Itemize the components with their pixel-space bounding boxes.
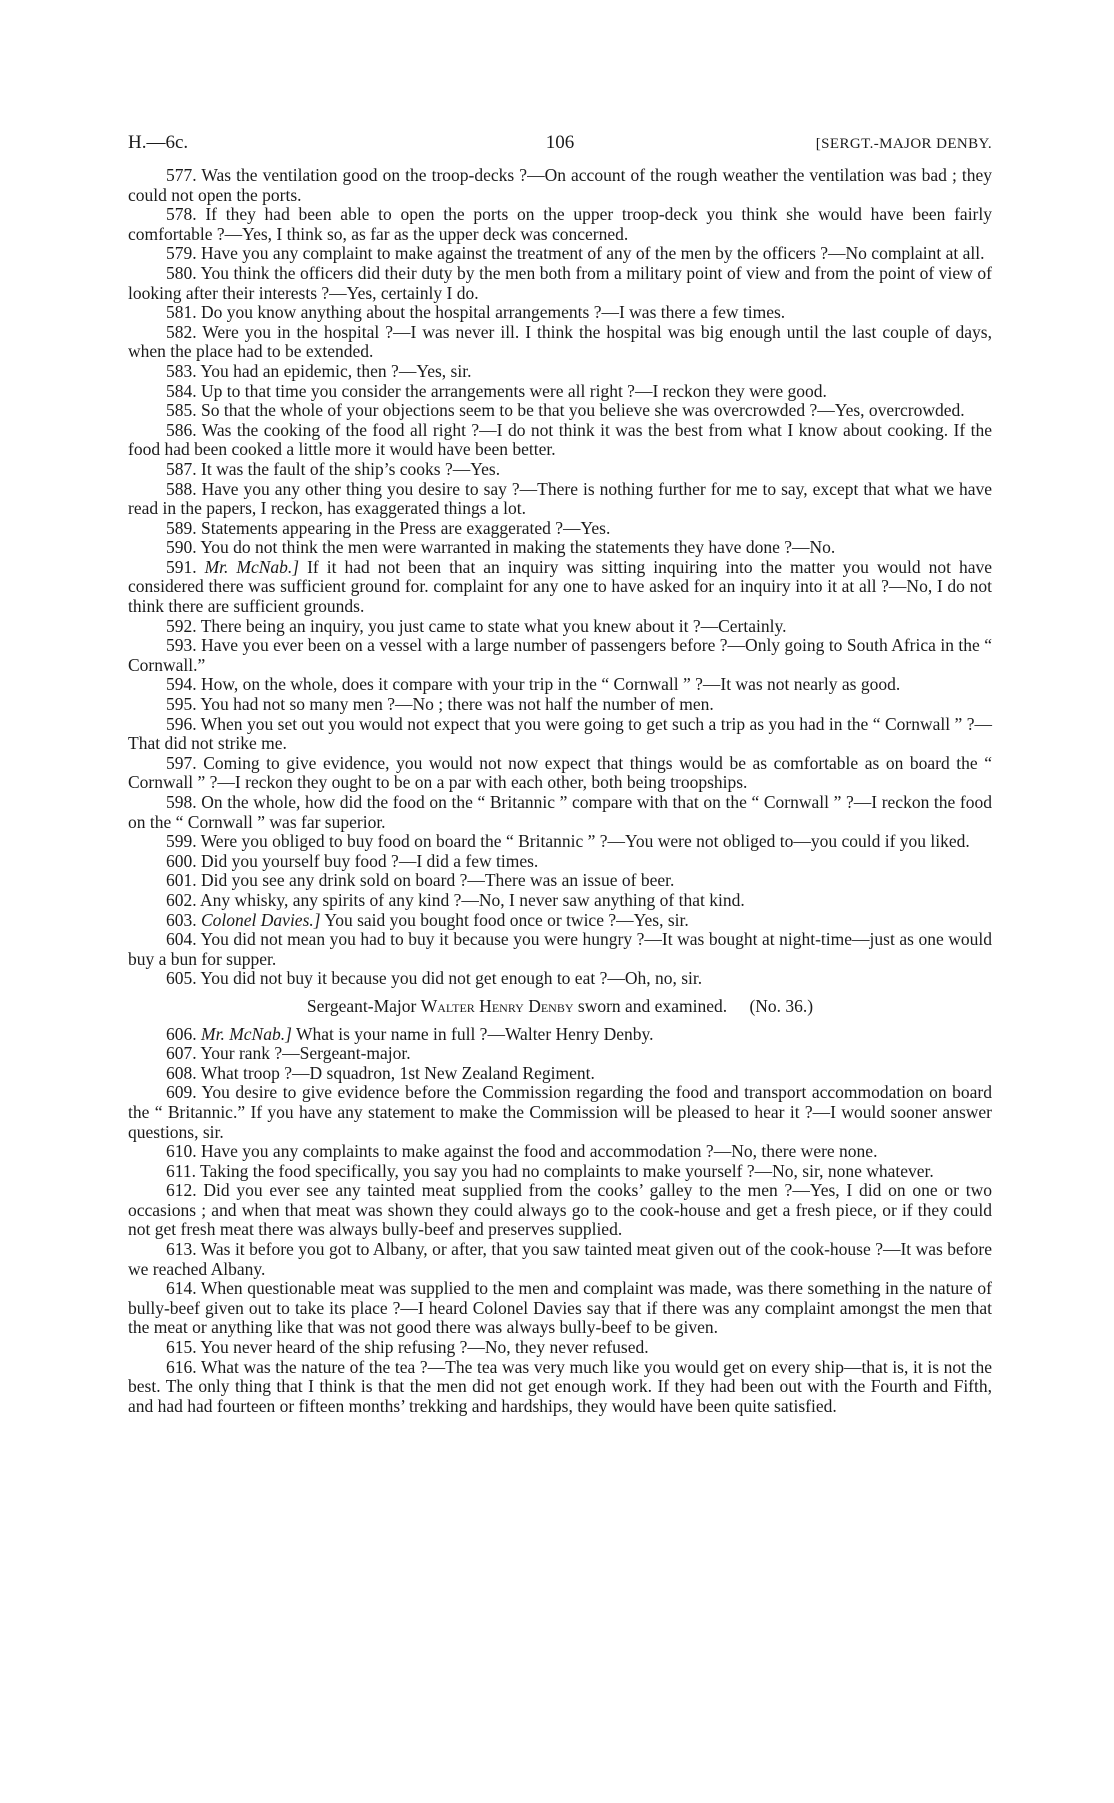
question-answer bbox=[128, 754, 992, 793]
question-number: 582. bbox=[166, 321, 197, 342]
question-text: Any whisky, any spirits of any kind ?—No, I never saw anything of that kind. bbox=[200, 889, 745, 910]
question-number: 577. bbox=[166, 165, 197, 185]
witness-status: sworn and examined. bbox=[577, 995, 728, 1016]
question-number: 614. bbox=[166, 1278, 197, 1299]
question-answer bbox=[128, 303, 992, 323]
question-answer bbox=[128, 969, 992, 989]
question-answer bbox=[128, 558, 992, 617]
question-answer bbox=[128, 617, 992, 637]
question-text: So that the whole of your objections seem to be that you believe she was overcrowded ?—Yes, overcrowded. bbox=[201, 400, 965, 421]
question-text: There being an inquiry, you just came to state what you knew about it ?—Certainly. bbox=[200, 615, 787, 636]
question-text: It was the fault of the ship’s cooks ?—Yes. bbox=[201, 458, 501, 479]
question-number: 590. bbox=[166, 537, 197, 558]
question-number: 593. bbox=[166, 635, 197, 656]
question-text: When you set out you would not expect that you were going to get such a trip as you had in the “ Cornwall ” ?—That did not strike me. bbox=[128, 713, 992, 754]
question-number: 616. bbox=[166, 1356, 197, 1377]
running-header bbox=[128, 132, 992, 154]
question-number: 589. bbox=[166, 517, 197, 538]
question-text: Were you in the hospital ?—I was never ill. I think the hospital was big enough until the last couple of days, when the place had to be extended. bbox=[128, 321, 992, 362]
question-text: Was the cooking of the food all right ?—I do not think it was the best from what I know about cooking. If the food had been cooked a little more it would have been better. bbox=[128, 419, 993, 460]
question-text: You said you bought food once or twice ?—Yes, sir. bbox=[324, 909, 689, 930]
question-text: What was the nature of the tea ?—The tea was very much like you would get on every ship—that is, it is not the best. The only thing that I think is that the men did not get enough work. If they had been out with the Fourth and Fifth, and had had fourteen or fifteen months’ trekking and hardships, they would have been quite satisfied. bbox=[128, 1356, 992, 1416]
question-number: 613. bbox=[166, 1239, 197, 1260]
evidence-section-2 bbox=[128, 1025, 992, 1417]
question-number: 579. bbox=[166, 243, 197, 264]
question-text: You desire to give evidence before the Commission regarding the food and transport accommodation on board the “ Britannic.” If you have any statement to make the Commission will be pleased to hear it ?—I would sooner answer questions, sir. bbox=[128, 1082, 992, 1142]
question-number: 580. bbox=[166, 262, 197, 283]
question-number: 595. bbox=[166, 694, 197, 715]
question-number: 605. bbox=[166, 968, 197, 989]
witness-name: Walter Henry Denby bbox=[420, 995, 574, 1016]
question-text: Up to that time you consider the arrangements were all right ?—I reckon they were good. bbox=[201, 380, 827, 401]
question-text: Taking the food specifically, you say you had no complaints to make yourself ?—No, sir, none whatever. bbox=[200, 1160, 934, 1181]
question-text: Statements appearing in the Press are exaggerated ?—Yes. bbox=[201, 517, 611, 538]
question-answer bbox=[128, 695, 992, 715]
question-number: 585. bbox=[166, 400, 197, 421]
question-number: 588. bbox=[166, 478, 197, 499]
question-text: Were you obliged to buy food on board the “ Britannic ” ?—You were not obliged to—you could if you liked. bbox=[200, 831, 970, 852]
question-answer bbox=[128, 1083, 992, 1142]
question-text: Your rank ?—Sergeant-major. bbox=[200, 1043, 411, 1064]
question-number: 609. bbox=[166, 1082, 197, 1103]
question-answer bbox=[128, 675, 992, 695]
question-answer bbox=[128, 1162, 992, 1182]
question-answer bbox=[128, 264, 992, 303]
question-answer bbox=[128, 1181, 992, 1240]
question-number: 606. bbox=[166, 1023, 197, 1044]
question-answer bbox=[128, 1279, 992, 1338]
question-answer bbox=[128, 911, 992, 931]
question-answer bbox=[128, 244, 992, 264]
question-text: Did you yourself buy food ?—I did a few times. bbox=[201, 850, 539, 871]
witness-running-title: [SERGT.-MAJOR DENBY. bbox=[815, 136, 992, 152]
question-answer bbox=[128, 166, 992, 205]
question-number: 602. bbox=[166, 889, 197, 910]
question-text: If they had been able to open the ports on the upper troop-deck you think she would have been fairly comfortable ?—Yes, I think so, as far as the upper deck was concerned. bbox=[128, 204, 992, 244]
question-number: 610. bbox=[166, 1141, 197, 1162]
question-answer bbox=[128, 362, 992, 382]
question-text: Have you ever been on a vessel with a large number of passengers before ?—Only going to South Africa in the “ Cornwall.” bbox=[128, 635, 993, 675]
question-number: 584. bbox=[166, 380, 197, 401]
question-number: 612. bbox=[166, 1180, 197, 1201]
question-answer bbox=[128, 1338, 992, 1358]
question-answer bbox=[128, 930, 992, 969]
speaker-attribution: Mr. McNab.] bbox=[201, 1023, 292, 1044]
question-text: What troop ?—D squadron, 1st New Zealand Regiment. bbox=[200, 1062, 595, 1083]
question-answer bbox=[128, 460, 992, 480]
question-number: 594. bbox=[166, 674, 197, 695]
question-text: What is your name in full ?—Walter Henry Denby. bbox=[295, 1023, 654, 1044]
question-number: 596. bbox=[166, 713, 197, 734]
question-text: Was it before you got to Albany, or after, that you saw tainted meat given out of the cook-house ?—It was before we reached Albany. bbox=[128, 1239, 993, 1279]
question-number: 591. bbox=[166, 556, 197, 577]
question-text: Did you ever see any tainted meat supplied from the cooks’ galley to the men ?—Yes, I did on one or two occasions ; and when that meat was shown they could always go to the cook-house and get a fresh piece, or if they could not get fresh meat there was always bully-beef and preserves supplied. bbox=[128, 1180, 992, 1240]
question-answer bbox=[128, 1358, 992, 1417]
question-text: Do you know anything about the hospital arrangements ?—I was there a few times. bbox=[201, 302, 786, 323]
question-answer bbox=[128, 1142, 992, 1162]
question-number: 578. bbox=[166, 204, 197, 225]
question-number: 603. bbox=[166, 909, 197, 930]
question-number: 597. bbox=[166, 752, 197, 773]
question-answer bbox=[128, 636, 992, 675]
question-number: 599. bbox=[166, 831, 197, 852]
question-number: 583. bbox=[166, 360, 197, 381]
question-answer bbox=[128, 871, 992, 891]
document-page bbox=[128, 132, 992, 1416]
question-number: 611. bbox=[166, 1160, 196, 1181]
question-text: When questionable meat was supplied to the men and complaint was made, was there something in the nature of bully-beef given out to take its place ?—I heard Colonel Davies say that if there was any complaint amongst the men that the meat or anything like that was not good there was always bully-beef to be given. bbox=[128, 1278, 993, 1338]
question-text: Have you any complaints to make against the food and accommodation ?—No, there were none. bbox=[201, 1141, 878, 1162]
question-text: Was the ventilation good on the troop-decks ?—On account of the rough weather the ventilation was bad ; they could not open the ports. bbox=[128, 165, 993, 205]
question-number: 598. bbox=[166, 792, 197, 812]
question-answer bbox=[128, 1064, 992, 1084]
question-answer bbox=[128, 891, 992, 911]
evidence-section-1 bbox=[128, 166, 992, 989]
question-text: Have you any other thing you desire to say ?—There is nothing further for me to say, except that what we have read in the papers, I reckon, has exaggerated things a lot. bbox=[128, 478, 993, 519]
question-answer bbox=[128, 519, 992, 539]
question-number: 600. bbox=[166, 850, 197, 871]
question-answer bbox=[128, 538, 992, 558]
question-number: 615. bbox=[166, 1337, 197, 1358]
question-answer bbox=[128, 1044, 992, 1064]
question-answer bbox=[128, 852, 992, 872]
question-text: On the whole, how did the food on the “ Britannic ” compare with that on the “ Cornwall ” ?—I reckon the food on the “ Cornwall ” was far superior. bbox=[128, 792, 993, 832]
document-code: H.—6c. bbox=[128, 132, 189, 153]
question-text: You did not mean you had to buy it because you were hungry ?—It was bought at night-time—just as one would buy a bun for supper. bbox=[128, 929, 992, 969]
speaker-attribution: Colonel Davies.] bbox=[201, 909, 321, 930]
question-number: 604. bbox=[166, 929, 197, 950]
page-number: 106 bbox=[545, 132, 575, 153]
question-answer bbox=[128, 1025, 992, 1045]
question-answer bbox=[128, 715, 992, 754]
question-answer bbox=[128, 205, 992, 244]
witness-rank: Sergeant-Major bbox=[306, 995, 417, 1016]
witness-heading bbox=[128, 997, 992, 1017]
question-text: You had an epidemic, then ?—Yes, sir. bbox=[200, 360, 472, 381]
question-number: 607. bbox=[166, 1043, 197, 1064]
speaker-attribution: Mr. McNab.] bbox=[204, 556, 300, 577]
question-number: 592. bbox=[166, 615, 197, 636]
question-text: How, on the whole, does it compare with your trip in the “ Cornwall ” ?—It was not nearly as good. bbox=[201, 674, 901, 695]
question-answer bbox=[128, 1240, 992, 1279]
question-number: 608. bbox=[166, 1062, 197, 1083]
question-text: You think the officers did their duty by the men both from a military point of view and from the point of view of looking after their interests ?—Yes, certainly I do. bbox=[128, 262, 992, 303]
question-number: 587. bbox=[166, 458, 197, 479]
question-text: You had not so many men ?—No ; there was not half the number of men. bbox=[200, 694, 714, 715]
question-answer bbox=[128, 793, 992, 832]
question-text: If it had not been that an inquiry was sitting inquiring into the matter you would not have considered there was sufficient ground for. complaint for any one to have asked for an inquiry into it at all ?—No, I do not think there are sufficient grounds. bbox=[128, 556, 992, 617]
question-answer bbox=[128, 382, 992, 402]
question-answer bbox=[128, 421, 992, 460]
question-number: 586. bbox=[166, 419, 197, 440]
question-answer bbox=[128, 832, 992, 852]
question-text: You did not buy it because you did not get enough to eat ?—Oh, no, sir. bbox=[200, 968, 703, 989]
question-number: 601. bbox=[166, 870, 197, 891]
question-text: Coming to give evidence, you would not now expect that things would be as comfortable as on board the “ Cornwall ” ?—I reckon they ought to be on a par with each other, both being troopships. bbox=[128, 752, 993, 793]
question-number: 581. bbox=[166, 302, 197, 323]
question-answer bbox=[128, 401, 992, 421]
question-answer bbox=[128, 323, 992, 362]
question-answer bbox=[128, 480, 992, 519]
question-text: You never heard of the ship refusing ?—No, they never refused. bbox=[200, 1337, 649, 1358]
witness-number: (No. 36.) bbox=[749, 995, 814, 1016]
question-text: You do not think the men were warranted in making the statements they have done ?—No. bbox=[200, 537, 836, 558]
question-text: Have you any complaint to make against the treatment of any of the men by the officers ?—No complaint at all. bbox=[201, 243, 985, 264]
question-text: Did you see any drink sold on board ?—There was an issue of beer. bbox=[201, 870, 675, 891]
